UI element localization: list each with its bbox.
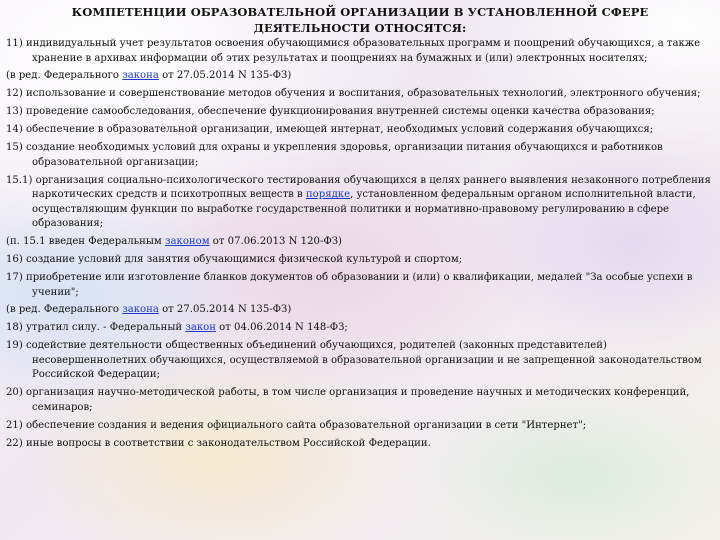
item-text: , установленном федеральным органом исполнительной власти, осуществляющим функции по выработке государственной политики и нормативно-правовому регулированию в сфере образования;	[32, 189, 696, 230]
page-title	[6, 4, 714, 36]
document-page	[6, 4, 714, 455]
list-item-14: 14) обеспечение в образовательной организации, имеющей интернат, необходимых условий содержания обучающихся;	[6, 124, 654, 136]
law-link[interactable]: закон	[185, 322, 216, 334]
note-text: (в ред. Федерального	[6, 70, 123, 82]
note-text: от 27.05.2014 N 135-ФЗ)	[158, 304, 292, 316]
list-item-20: 20) организация научно-методической работы, в том числе организация и проведение научных и методических конференций, семинаров;	[6, 387, 690, 413]
list-item-15: 15) создание необходимых условий для охраны и укрепления здоровья, организации питания обучающихся и работников образовательной организации;	[6, 142, 663, 168]
amendment-note	[6, 235, 714, 250]
item-text: 18) утратил силу. - Федеральный	[6, 322, 186, 334]
list-item-11: 11) индивидуальный учет результатов освоения обучающимися образовательных программ и поощрений обучающихся, а также хранение в архивах информации об этих результатах и поощрениях на бумажных и (или) электронных носителях;	[6, 38, 701, 64]
list-item-15-1	[6, 174, 714, 232]
list-item-13: 13) проведение самообследования, обеспечение функционирования внутренней системы оценки качества образования;	[6, 106, 655, 118]
list-item-22: 22) иные вопросы в соответствии с законодательством Российской Федерации.	[6, 437, 431, 449]
title-line-1: КОМПЕТЕНЦИИ ОБРАЗОВАТЕЛЬНОЙ ОРГАНИЗАЦИИ В УСТАНОВЛЕННОЙ СФЕРЕ	[71, 5, 649, 19]
procedure-link[interactable]: порядке	[305, 189, 351, 201]
law-link[interactable]: закона	[122, 304, 159, 316]
list-item-17: 17) приобретение или изготовление бланков документов об образовании и (или) о квалификации, медалей "За особые успехи в учении";	[6, 271, 693, 298]
law-link[interactable]: закона	[122, 70, 159, 82]
list-item-12: 12) использование и совершенствование методов обучения и воспитания, образовательных технологий, электронного обучения;	[6, 88, 701, 100]
title-line-2: ДЕЯТЕЛЬНОСТИ ОТНОСЯТСЯ:	[253, 21, 467, 35]
note-text: (в ред. Федерального	[6, 304, 123, 316]
list-item-19: 19) содействие деятельности общественных объединений обучающихся, родителей (законных представителей) несовершеннолетних обучающихся, осуществляемой в образовательной организации и не запрещенной законодательством Российской Федерации;	[6, 340, 702, 381]
item-text: от 04.06.2014 N 148-ФЗ;	[215, 322, 348, 334]
note-text: от 07.06.2013 N 120-ФЗ)	[209, 236, 342, 248]
note-text: (п. 15.1 введен Федеральным	[6, 236, 165, 248]
item-text: 15.1) организация социально-психологического тестирования обучающихся в целях раннего выявления незаконного потребления наркотических средств и психотропных веществ в	[6, 174, 711, 201]
note-text: от 27.05.2014 N 135-ФЗ)	[158, 70, 292, 82]
amendment-note	[6, 303, 714, 318]
list-item-16: 16) создание условий для занятия обучающимися физической культурой и спортом;	[6, 254, 463, 266]
law-link[interactable]: законом	[164, 236, 210, 248]
list-item-18	[6, 321, 714, 336]
list-item-21: 21) обеспечение создания и ведения официального сайта образовательной организации в сети "Интернет";	[6, 419, 587, 431]
amendment-note	[6, 69, 714, 84]
